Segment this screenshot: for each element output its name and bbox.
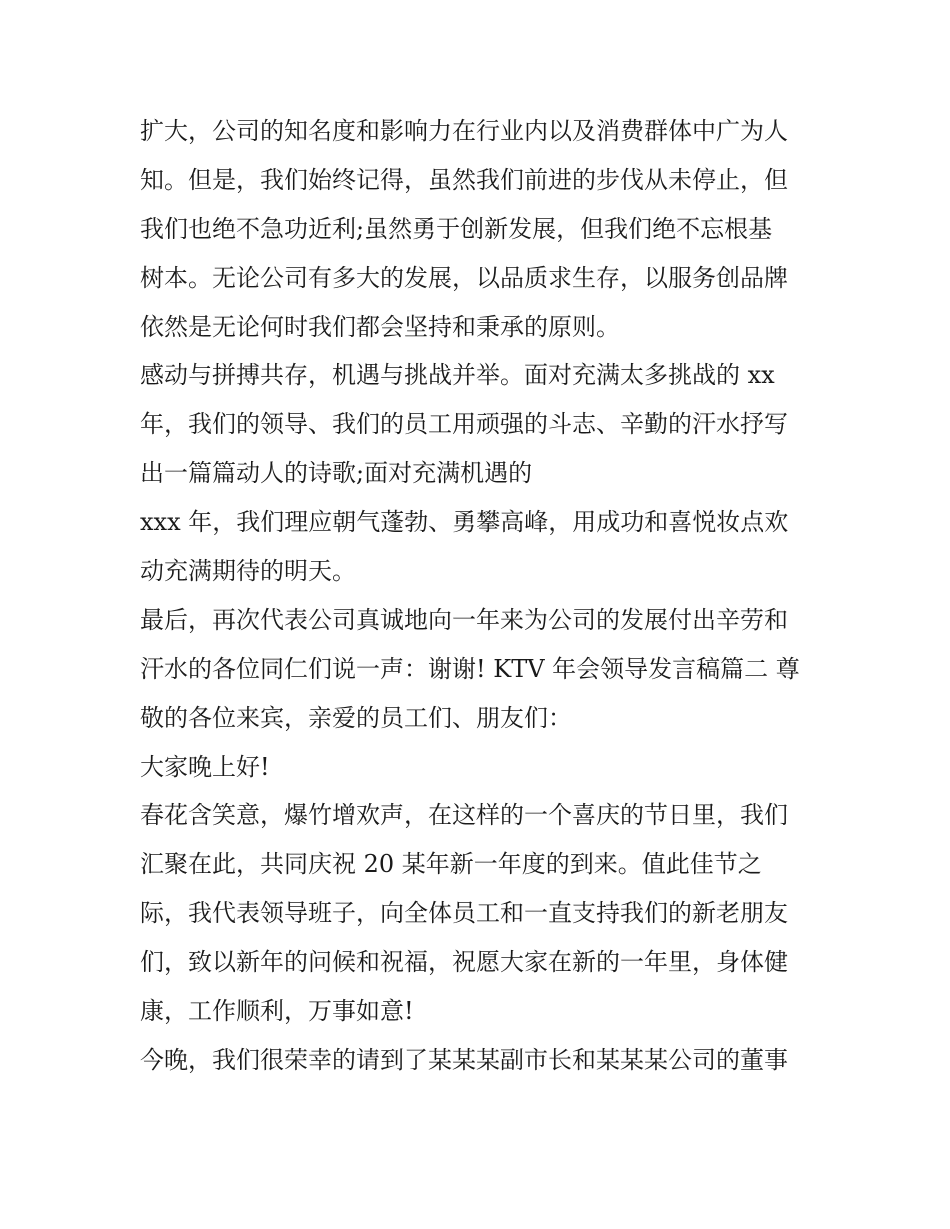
text-line: xxx 年，我们理应朝气蓬勃、勇攀高峰，用成功和喜悦妆点欢 xyxy=(140,508,789,537)
text-line: 大家晚上好! xyxy=(140,752,270,781)
text-line: 扩大，公司的知名度和影响力在行业内以及消费群体中广为人 xyxy=(140,117,788,145)
text-line: 感动与拼搏共存，机遇与挑战并举。面对充满太多挑战的 xx xyxy=(140,361,775,390)
document-body xyxy=(140,107,830,1085)
text-line: 知。但是，我们始终记得，虽然我们前进的步伐从未停止，但 xyxy=(140,165,788,194)
text-line: 最后，再次代表公司真诚地向一年来为公司的发展付出辛劳和 xyxy=(140,605,788,634)
text-line: 们，致以新年的问候和祝福，祝愿大家在新的一年里，身体健 xyxy=(140,948,788,977)
text-line: 汗水的各位同仁们说一声：谢谢! KTV 年会领导发言稿篇二 尊 xyxy=(140,654,800,683)
text-line: 今晚，我们很荣幸的请到了某某某副市长和某某某公司的董事 xyxy=(140,1045,788,1074)
text-line: 依然是无论何时我们都会坚持和秉承的原则。 xyxy=(140,312,620,341)
text-line: 际，我代表领导班子，向全体员工和一直支持我们的新老朋友 xyxy=(140,899,788,928)
text-line: 汇聚在此，共同庆祝 20 某年新一年度的到来。值此佳节之 xyxy=(140,850,762,879)
text-line: 春花含笑意，爆竹增欢声，在这样的一个喜庆的节日里，我们 xyxy=(140,801,788,830)
text-line: 康，工作顺利，万事如意! xyxy=(140,997,414,1026)
text-line: 敬的各位来宾，亲爱的员工们、朋友们： xyxy=(140,703,572,732)
text-line: 年，我们的领导、我们的员工用顽强的斗志、辛勤的汗水抒写 xyxy=(140,410,788,439)
text-line: 我们也绝不急功近利;虽然勇于创新发展，但我们绝不忘根基 xyxy=(140,214,773,243)
text-line: 树本。无论公司有多大的发展，以品质求生存，以服务创品牌 xyxy=(140,263,788,292)
text-line: 出一篇篇动人的诗歌;面对充满机遇的 xyxy=(140,459,533,488)
text-line: 动充满期待的明天。 xyxy=(140,557,356,586)
